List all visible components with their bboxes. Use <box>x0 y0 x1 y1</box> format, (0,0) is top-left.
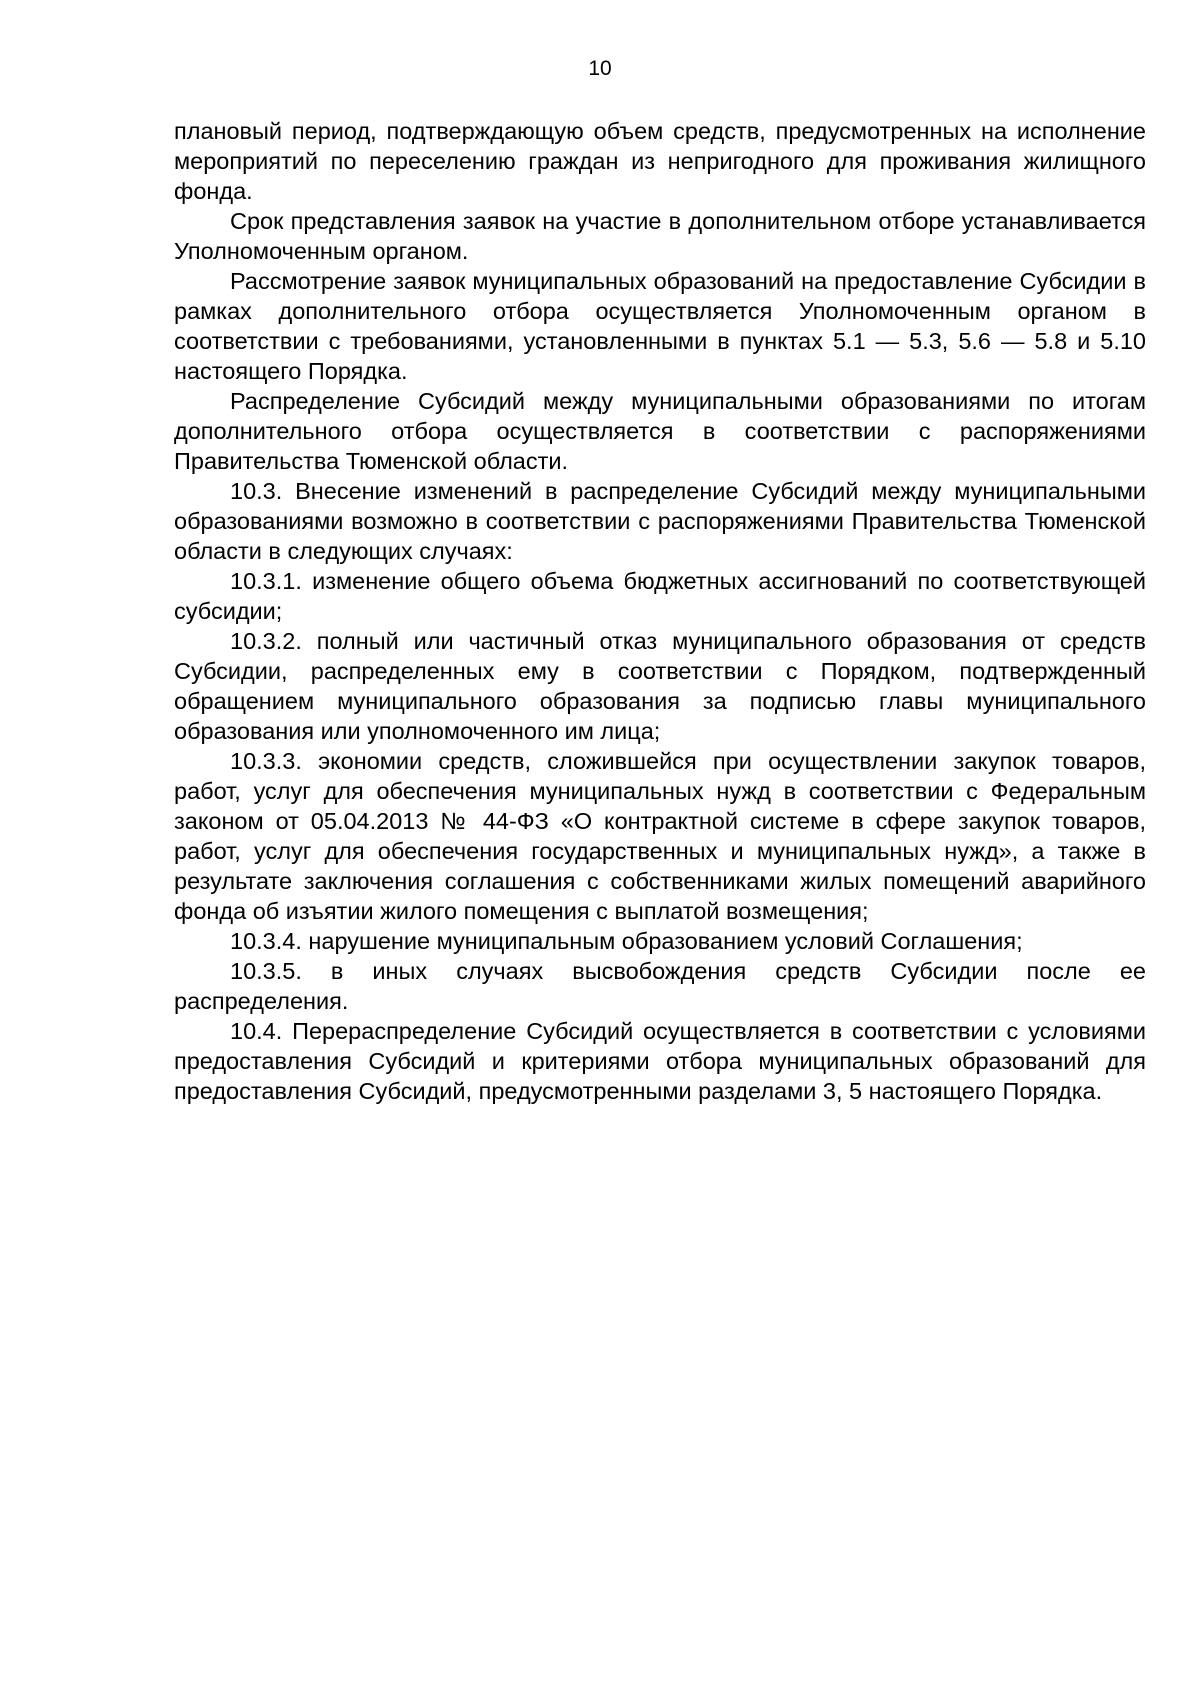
paragraph-application-review: Рассмотрение заявок муниципальных образований на предоставление Субсидии в рамках дополнительного отбора осуществляется Уполномоченным органом в соответствии с требованиями, установленными в пунктах 5.1 — 5.3, 5.6 — 5.8 и 5.10 настоящего Порядка. <box>174 268 1146 384</box>
paragraph-10-3: 10.3. Внесение изменений в распределение Субсидий между муниципальными образованиями возможно в соответствии с распоряжениями Правительства Тюменской области в следующих случаях: <box>174 478 1146 564</box>
document-body <box>174 116 1146 1106</box>
paragraph-10-4: 10.4. Перераспределение Субсидий осуществляется в соответствии с условиями предоставления Субсидий и критериями отбора муниципальных образований для предоставления Субсидий, предусмотренными разделами 3, 5 настоящего Порядка. <box>174 1018 1146 1104</box>
paragraph-application-deadline: Срок представления заявок на участие в дополнительном отборе устанавливается Уполномоченным органом. <box>174 208 1146 264</box>
paragraph-continuation: плановый период, подтверждающую объем средств, предусмотренных на исполнение мероприятий по переселению граждан из непригодного для проживания жилищного фонда. <box>174 118 1146 204</box>
paragraph-10-3-4: 10.3.4. нарушение муниципальным образованием условий Соглашения; <box>230 928 1023 954</box>
paragraph-subsidy-distribution: Распределение Субсидий между муниципальными образованиями по итогам дополнительного отбора осуществляется в соответствии с распоряжениями Правительства Тюменской области. <box>174 388 1146 474</box>
paragraph-10-3-1: 10.3.1. изменение общего объема бюджетных ассигнований по соответствующей субсидии; <box>174 568 1146 624</box>
paragraph-10-3-2: 10.3.2. полный или частичный отказ муниципального образования от средств Субсидии, распределенных ему в соответствии с Порядком, подтвержденный обращением муниципального образования за подписью главы муниципального образования или уполномоченного им лица; <box>174 628 1146 744</box>
paragraph-10-3-5: 10.3.5. в иных случаях высвобождения средств Субсидии после ее распределения. <box>174 958 1146 1014</box>
paragraph-10-3-3: 10.3.3. экономии средств, сложившейся при осуществлении закупок товаров, работ, услуг для обеспечения муниципальных нужд в соответствии с Федеральным законом от 05.04.2013 № 44-ФЗ «О контрактной системе в сфере закупок товаров, работ, услуг для обеспечения государственных и муниципальных нужд», а также в результате заключения соглашения с собственниками жилых помещений аварийного фонда об изъятии жилого помещения с выплатой возмещения; <box>174 748 1146 924</box>
page-number: 10 <box>588 57 612 80</box>
